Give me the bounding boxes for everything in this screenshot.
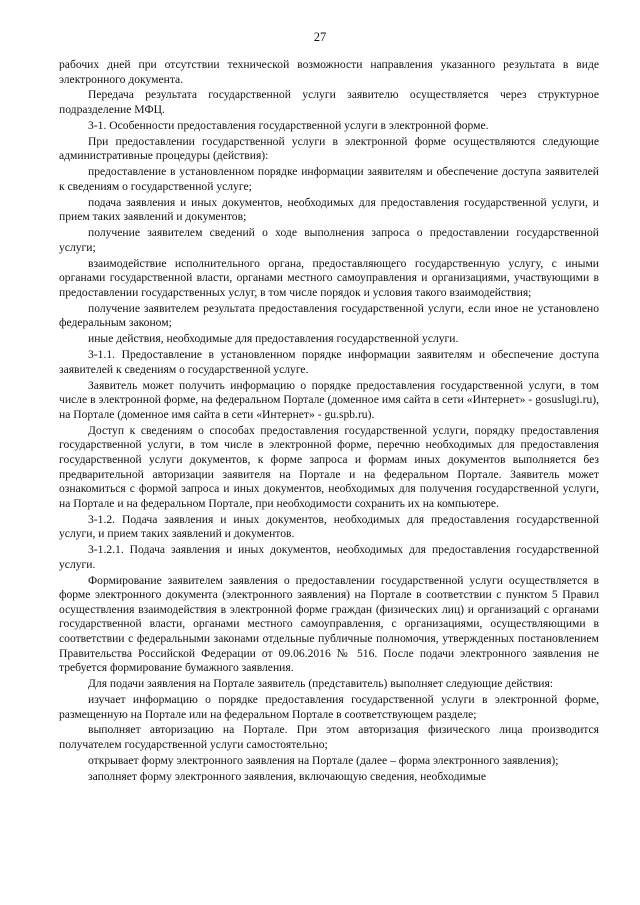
list-item: взаимодействие исполнительного органа, предоставляющего государственную услугу, с иными органами государственной власти, органами местного самоуправления и организациями, участвующими в предоставлении государственных услуг, в том числе порядок и условия такого взаимодействия; [59,256,599,299]
section-heading-3-1-2-1: 3-1.2.1. Подача заявления и иных документов, необходимых для предоставления государственной услуги. [59,543,599,571]
paragraph: Передача результата государственной услуги заявителю осуществляется через структурное подразделение МФЦ. [59,88,599,117]
list-item: предоставление в установленном порядке информации заявителям и обеспечение доступа заявителей к сведениям о государственной услуге; [59,165,599,193]
list-item: иные действия, необходимые для предоставления государственной услуги. [88,332,459,346]
section-heading-3-1-1: 3-1.1. Предоставление в установленном порядке информации заявителям и обеспечение доступа заявителей к сведениям о государственной услуге. [59,348,599,376]
section-heading-3-1-2: 3-1.2. Подача заявления и иных документов, необходимых для предоставления государственной услуги, и прием таких заявлений и документов. [59,512,599,541]
page-number: 27 [313,30,327,44]
paragraph: Заявитель может получить информацию о порядке предоставления государственной услуги, в том числе в электронной форме, на федеральном Портале (доменное имя сайта в сети «Интернет» - gosuslugi.ru), на Портале (доменное имя сайта в сети «Интернет» - gu.spb.ru). [59,378,599,421]
list-item: заполняет форму электронного заявления, включающую сведения, необходимые [88,769,486,783]
paragraph: При предоставлении государственной услуги в электронной форме осуществляются следующие административные процедуры (действия): [59,134,599,163]
paragraph: Формирование заявителем заявления о предоставлении государственной услуги осуществляется в форме электронного документа (электронного заявления) на Портале в соответствии с пунктом 5 Правил осуществления взаимодействия в электронной форме граждан (физических лиц) и организаций с органами государственной власти, органами местного самоуправления, с организациями, осуществляющими в соответствии с федеральными законами отдельные публичные полномочия, утвержденных постановлением Правительства Российской Федерации от 09.06.2016 № 516. После подачи электронного заявления не требуется формирование бумажного заявления. [59,573,599,675]
list-item: открывает форму электронного заявления на Портале (далее – форма электронного заявления); [88,753,559,767]
list-item: получение заявителем сведений о ходе выполнения запроса о предоставлении государственной услуги; [59,226,599,254]
list-item: подача заявления и иных документов, необходимых для предоставления государственной услуги, и прием таких заявлений и документов; [59,195,599,224]
paragraph-continuation: рабочих дней при отсутствии технической возможности направления указанного результата в виде электронного документа. [59,58,599,86]
section-heading-3-1: 3-1. Особенности предоставления государственной услуги в электронной форме. [88,118,489,132]
page-body [59,58,599,786]
list-item: получение заявителем результата предоставления государственной услуги, если иное не установлено федеральным законом; [59,301,599,330]
paragraph: Для подачи заявления на Портале заявитель (представитель) выполняет следующие действия: [88,677,554,691]
list-item: изучает информацию о порядке предоставления государственной услуги в электронной форме, размещенную на Портале или на федеральном Портале в соответствующем разделе; [59,692,599,721]
list-item: выполняет авторизацию на Портале. При этом авторизация физического лица производится получателем государственной услуги самостоятельно; [59,723,599,752]
paragraph: Доступ к сведениям о способах предоставления государственной услуги, порядку предоставления государственной услуги, в том числе в электронной форме, перечню необходимых для предоставления государственной услуги документов, к форме запроса и формам иных документов выполняется без предварительной авторизации заявителя на Портале и на федеральном Портале. Заявитель может ознакомиться с формой запроса и иных документов, необходимых для получения государственной услуги, на Портале и на федеральном Портале, при необходимости сохранить их на компьютере. [59,423,599,510]
